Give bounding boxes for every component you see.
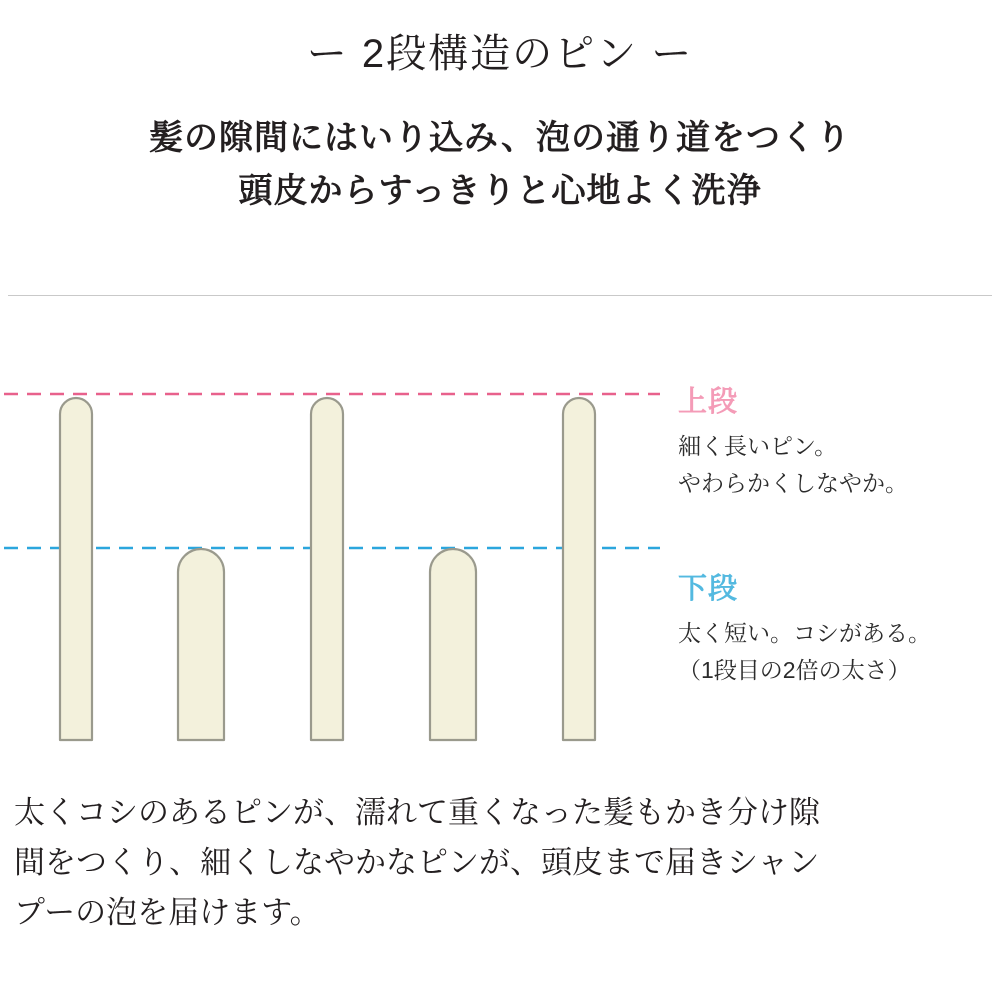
legend-upper [678,385,998,501]
footer-line-1: 太くコシのあるピンが、濡れて重くなった髪もかき分け隙 [14,795,820,830]
legend-lower-line-2: （1段目の2倍の太さ） [678,656,911,683]
short-pin-1 [178,549,224,740]
legend-lower-line-1: 太く短い。コシがある。 [678,619,931,646]
legend-lower [678,572,998,688]
legend-upper-body [678,428,998,502]
long-pin-3 [563,398,595,740]
footer-line-3: プーの泡を届けます。 [14,895,321,931]
long-pin-2 [311,398,343,740]
subtitle-line-2: 頭皮からすっきりと心地よく洗浄 [238,171,762,210]
legend-lower-body [678,615,998,689]
header-divider [8,295,992,296]
footer-line-2: 間をつくり、細くしなやかなピンが、頭皮まで届きシャン [14,845,820,881]
page-title: ー 2段構造のピン ー [306,32,694,76]
footer-description [14,788,989,939]
long-pin-1 [60,398,92,740]
legend-upper-heading: 上段 [678,386,739,418]
subtitle-line-1: 髪の隙間にはいり込み、泡の通り道をつくり [148,119,852,157]
legend-upper-line-2: やわらかくしなやか。 [678,469,908,496]
legend-lower-heading: 下段 [678,573,739,605]
page-subtitle [0,112,1000,217]
legend-upper-line-1: 細く長いピン。 [678,432,838,459]
short-pin-2 [430,549,476,740]
